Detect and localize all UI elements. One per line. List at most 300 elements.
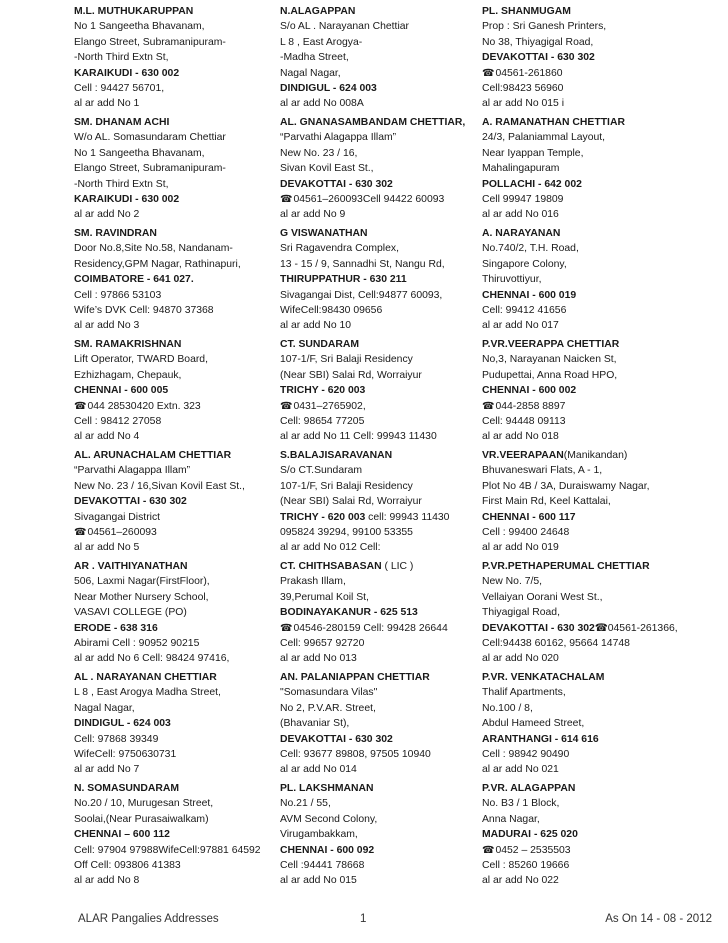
line-text: al ar add No 018 [482, 431, 559, 443]
line-text: Elango Street, Subramanipuram- [74, 163, 226, 175]
line-text: Cell: 99657 92720 [280, 637, 365, 649]
address-line [74, 383, 274, 398]
address-line [482, 605, 714, 620]
line-text: ERODE - 638 316 [74, 622, 158, 634]
address-line [482, 747, 714, 762]
line-text: Cell :94441 78668 [280, 859, 365, 871]
address-line [482, 685, 714, 700]
address-line [482, 383, 714, 398]
line-text: VR.VEERAPAAN [482, 450, 564, 461]
contact-name [482, 226, 714, 241]
line-text: Abdul Hameed Street, [482, 718, 585, 730]
contact-name [482, 448, 714, 463]
address-line [74, 19, 274, 34]
line-text: DEVAKOTTAI - 630 302 [74, 496, 187, 508]
line-text: Near Iyappan Temple, [482, 147, 584, 159]
line-text: First Main Rd, Keel Kattalai, [482, 496, 611, 508]
line-text: CHENNAI - 600 002 [482, 385, 577, 397]
address-line [74, 685, 274, 700]
phone-text: ☎ 04561-261860 [482, 68, 563, 79]
line-text: al ar add No 012 Cell: [280, 542, 381, 554]
line-text: "Somasundara Vilas" [280, 687, 378, 699]
contact-name [280, 448, 476, 463]
line-text: P.VR. VENKATACHALAM [482, 672, 605, 683]
line-text: (Bhavaniar St), [280, 718, 350, 730]
line-text: 24/3, Palaniammal Layout, [482, 132, 606, 144]
address-row [74, 448, 714, 559]
phone-text: ☎ 04561–260093 [74, 527, 157, 538]
line-text: DEVAKOTTAI - 630 302 [482, 622, 595, 634]
address-line [74, 303, 274, 318]
address-line [482, 399, 714, 414]
line-text: al ar add No 022 [482, 875, 559, 887]
address-line [482, 81, 714, 96]
line-text: N.ALAGAPPAN [280, 6, 356, 17]
line-text: THIRUPPATHUR - 630 211 [280, 274, 407, 286]
line-text: KARAIKUDI - 630 002 [74, 67, 180, 79]
line-text: Cell : 98412 27058 [74, 415, 162, 427]
line-text: BODINAYAKANUR - 625 513 [280, 607, 418, 619]
line-text: SM. DHANAM ACHI [74, 117, 170, 128]
address-line [280, 843, 476, 858]
line-text: VASAVI COLLEGE (PO) [74, 607, 187, 619]
address-line [482, 19, 714, 34]
line-text: Bhuvaneswari Flats, A - 1, [482, 465, 603, 477]
address-line [280, 525, 476, 540]
line-text: ARANTHANGI - 614 616 [482, 733, 599, 745]
address-line [74, 368, 274, 383]
line-text: al ar add No 016 [482, 209, 559, 221]
address-line [280, 701, 476, 716]
address-line [280, 463, 476, 478]
line-text: Ezhizhagam, Chepauk, [74, 369, 182, 381]
line-text: DINDIGUL - 624 003 [280, 82, 377, 94]
address-line [280, 540, 476, 555]
address-card [482, 337, 714, 445]
line-text: Off Cell: 093806 41383 [74, 859, 181, 871]
line-text: AN. PALANIAPPAN CHETTIAR [280, 672, 430, 683]
address-line [482, 241, 714, 256]
line-text: “Parvathi Alagappa Illam” [74, 465, 191, 477]
line-text: WifeCell:98430 09656 [280, 304, 383, 316]
address-line [482, 812, 714, 827]
address-line [482, 858, 714, 873]
line-text: No 2, P.V.AR. Street, [280, 702, 376, 714]
line-text: Residency,GPM Nagar, Rathinapuri, [74, 258, 241, 270]
line-text: No,3, Narayanan Naicken St, [482, 354, 617, 366]
address-line [482, 796, 714, 811]
line-text: al ar add No 1 [74, 98, 140, 110]
line-text: al ar add No 9 [280, 209, 346, 221]
address-line [74, 146, 274, 161]
line-text: L 8 , East Arogya Madha Street, [74, 687, 221, 699]
line-text: -Madha Street, [280, 52, 349, 64]
address-card [280, 559, 476, 667]
contact-name [482, 4, 714, 19]
address-line [280, 590, 476, 605]
address-card [74, 781, 274, 889]
address-line [280, 414, 476, 429]
address-line [74, 621, 274, 636]
address-card [74, 226, 274, 334]
address-line [482, 368, 714, 383]
line-text: Cell 99947 19809 [482, 193, 564, 205]
address-line [482, 50, 714, 65]
address-line [280, 318, 476, 333]
address-grid [74, 4, 714, 892]
address-line [482, 525, 714, 540]
line-text: Pudupettai, Anna Road HPO, [482, 369, 618, 381]
line-text: Nagal Nagar, [280, 67, 341, 79]
address-line [482, 414, 714, 429]
line-text: Singapore Colony, [482, 258, 567, 270]
address-card [280, 4, 476, 112]
address-line [280, 288, 476, 303]
line-text: AL. ARUNACHALAM CHETTIAR [74, 450, 232, 461]
address-line [280, 207, 476, 222]
line-text: New No. 23 / 16, [280, 147, 358, 159]
line-text: al ar add No 013 [280, 653, 357, 665]
address-row [74, 670, 714, 781]
line-text: al ar add No 10 [280, 320, 352, 332]
address-line [74, 747, 274, 762]
contact-name [280, 670, 476, 685]
line-text: DINDIGUL - 624 003 [74, 718, 171, 730]
address-card [482, 559, 714, 667]
line-text: PL. LAKSHMANAN [280, 783, 374, 794]
address-card [74, 4, 274, 112]
address-card [74, 448, 274, 556]
line-text: AVM Second Colony, [280, 813, 378, 825]
line-text: Abirami Cell : 90952 90215 [74, 637, 200, 649]
address-line [280, 651, 476, 666]
line-text: G VISWANATHAN [280, 228, 368, 239]
line-text: Cell:98423 56960 [482, 82, 564, 94]
line-text: Cell: 98654 77205 [280, 415, 365, 427]
address-line [74, 590, 274, 605]
line-text: COIMBATORE - 641 027. [74, 274, 194, 286]
line-suffix: (Manikandan) [563, 450, 628, 461]
address-line [280, 303, 476, 318]
line-text: CHENNAI - 600 117 [482, 511, 576, 523]
line-text: New No. 23 / 16,Sivan Kovil East St., [74, 480, 245, 492]
line-text: 107-1/F, Sri Balaji Residency [280, 480, 413, 492]
line-text: Cell : 98942 90490 [482, 748, 570, 760]
address-line [482, 318, 714, 333]
phone-text: ☎ 04546-280159 Cell: 99428 26644 [280, 623, 448, 634]
address-line [280, 272, 476, 287]
address-line [280, 858, 476, 873]
line-text: Mahalingapuram [482, 163, 560, 175]
address-line [74, 796, 274, 811]
line-text: L 8 , East Arogya- [280, 36, 363, 48]
address-card [280, 337, 476, 445]
address-line [280, 796, 476, 811]
line-text: A. RAMANATHAN CHETTIAR [482, 117, 625, 128]
line-text: Nagal Nagar, [74, 702, 135, 714]
address-card [482, 670, 714, 778]
address-line [482, 621, 714, 636]
address-line [280, 161, 476, 176]
contact-name [74, 226, 274, 241]
address-line [74, 352, 274, 367]
line-text: POLLACHI - 642 002 [482, 178, 582, 190]
address-line [482, 146, 714, 161]
line-text: N. SOMASUNDARAM [74, 783, 180, 794]
line-text: Cell : 97866 53103 [74, 289, 162, 301]
address-line [74, 732, 274, 747]
address-card [280, 670, 476, 778]
contact-name [280, 4, 476, 19]
line-text: al ar add No 8 [74, 875, 140, 887]
phone-text: ☎ 044-2858 8897 [482, 401, 565, 412]
address-line [280, 35, 476, 50]
address-line [482, 701, 714, 716]
address-line [74, 716, 274, 731]
address-line [74, 605, 274, 620]
page-number: 1 [360, 913, 367, 925]
address-line [74, 81, 274, 96]
address-line [74, 130, 274, 145]
address-line [280, 177, 476, 192]
address-line [482, 510, 714, 525]
line-text: Soolai,(Near Purasaiwalkam) [74, 813, 209, 825]
address-line [482, 827, 714, 842]
address-line [280, 494, 476, 509]
address-line [482, 177, 714, 192]
address-card [280, 781, 476, 889]
line-text: Cell: 97868 39349 [74, 733, 159, 745]
line-text: al ar add No 008A [280, 98, 364, 110]
line-text: 13 - 15 / 9, Sannadhi St, Nangu Rd, [280, 258, 445, 270]
line-text: SM. RAVINDRAN [74, 228, 157, 239]
contact-name [74, 4, 274, 19]
address-line [280, 510, 476, 525]
address-line [280, 368, 476, 383]
line-text: al ar add No 6 Cell: 98424 97416, [74, 653, 230, 665]
address-line [280, 812, 476, 827]
address-card [482, 226, 714, 334]
line-suffix: ( LIC ) [381, 561, 414, 572]
address-line [482, 192, 714, 207]
line-text: CHENNAI - 600 005 [74, 385, 169, 397]
line-text: al ar add No 3 [74, 320, 140, 332]
address-row [74, 337, 714, 448]
line-text: Thalif Apartments, [482, 687, 566, 699]
address-line [482, 352, 714, 367]
line-text: al ar add No 7 [74, 764, 140, 776]
line-text: (Near SBI) Salai Rd, Worraiyur [280, 496, 422, 508]
address-line [74, 177, 274, 192]
address-line [280, 621, 476, 636]
line-text: al ar add No 2 [74, 209, 140, 221]
line-text: Plot No 4B / 3A, Duraiswamy Nagar, [482, 480, 650, 492]
address-line [482, 96, 714, 111]
line-text: Cell: 97904 97988WifeCell:97881 64592 [74, 844, 261, 856]
line-text: al ar add No 017 [482, 320, 559, 332]
address-line [280, 429, 476, 444]
address-line [280, 66, 476, 81]
contact-name [280, 226, 476, 241]
address-card [280, 448, 476, 556]
address-row [74, 115, 714, 226]
contact-name [280, 115, 476, 130]
line-text: Virugambakkam, [280, 829, 358, 841]
address-line [74, 701, 274, 716]
line-text: al ar add No 019 [482, 542, 559, 554]
line-text: Sri Ragavendra Complex, [280, 243, 399, 255]
line-text: No.740/2, T.H. Road, [482, 243, 579, 255]
line-text: -North Third Extn St, [74, 52, 169, 64]
phone-text: ☎ 044 28530420 Extn. 323 [74, 401, 201, 412]
address-line [280, 762, 476, 777]
line-text: CHENNAI – 600 112 [74, 829, 170, 841]
address-line [74, 843, 274, 858]
address-line [482, 716, 714, 731]
address-line [482, 732, 714, 747]
line-text: “Parvathi Alagappa Illam” [280, 132, 397, 144]
address-line [280, 241, 476, 256]
address-line [74, 50, 274, 65]
line-text: Near Mother Nursery School, [74, 591, 209, 603]
line-text: S.BALAJISARAVANAN [280, 450, 393, 461]
address-line [482, 636, 714, 651]
line-text: al ar add No 014 [280, 764, 357, 776]
address-line [280, 192, 476, 207]
address-line [280, 50, 476, 65]
line-text: al ar add No 015 i [482, 98, 565, 110]
line-text: A. NARAYANAN [482, 228, 561, 239]
phone-text: ☎ 0452 – 2535503 [482, 845, 571, 856]
address-line [280, 732, 476, 747]
contact-name [280, 559, 476, 574]
line-text: P.VR. ALAGAPPAN [482, 783, 576, 794]
address-line [74, 414, 274, 429]
contact-name [74, 337, 274, 352]
address-line [280, 574, 476, 589]
address-line [74, 35, 274, 50]
line-text: No 38, Thiyagigal Road, [482, 36, 594, 48]
line-text: al ar add No 4 [74, 431, 140, 443]
phone-text: ☎ 04561–260093Cell 94422 60093 [280, 194, 444, 205]
address-card [74, 337, 274, 445]
line-text: Door No.8,Site No.58, Nandanam- [74, 243, 233, 255]
contact-name [482, 337, 714, 352]
address-line [280, 19, 476, 34]
contact-name [482, 781, 714, 796]
line-text: No 1 Sangeetha Bhavanam, [74, 147, 205, 159]
line-text: CT. CHITHSABASAN [280, 561, 382, 572]
contact-name [482, 115, 714, 130]
line-text: P.VR.VEERAPPA CHETTIAR [482, 339, 620, 350]
line-text: WifeCell: 9750630731 [74, 748, 177, 760]
line-text: Thiruvottiyur, [482, 274, 542, 286]
line-text: Cell: 93677 89808, 97505 10940 [280, 748, 431, 760]
address-card [74, 559, 274, 667]
line-text: TRICHY - 620 003 [280, 511, 366, 523]
line-text: 107-1/F, Sri Balaji Residency [280, 354, 413, 366]
address-line [482, 651, 714, 666]
address-line [280, 146, 476, 161]
line-text: Cell : 99400 24648 [482, 526, 570, 538]
address-row [74, 226, 714, 337]
line-text: 39,Perumal Koil St, [280, 591, 369, 603]
line-text: SM. RAMAKRISHNAN [74, 339, 182, 350]
address-line [482, 272, 714, 287]
address-line [482, 429, 714, 444]
footer-date: As On 14 - 08 - 2012 [605, 913, 712, 925]
address-line [74, 651, 274, 666]
address-row [74, 781, 714, 892]
address-line [74, 272, 274, 287]
address-line [74, 192, 274, 207]
contact-name [482, 559, 714, 574]
address-line [74, 429, 274, 444]
line-text: No.21 / 55, [280, 798, 331, 810]
contact-name [280, 781, 476, 796]
address-line [74, 318, 274, 333]
address-line [482, 574, 714, 589]
line-text: Prakash Illam, [280, 576, 346, 588]
address-line [74, 812, 274, 827]
line-text: AL. GNANASAMBANDAM CHETTIAR, [280, 117, 466, 128]
address-line [482, 35, 714, 50]
line-text: CHENNAI - 600 092 [280, 844, 375, 856]
line-text: MADURAI - 625 020 [482, 829, 578, 841]
address-line [74, 257, 274, 272]
line-text: No. B3 / 1 Block, [482, 798, 560, 810]
address-line [482, 479, 714, 494]
line-text: Cell:94438 60162, 95664 14748 [482, 637, 630, 649]
line-text: Sivagangai Dist, Cell:94877 60093, [280, 289, 443, 301]
address-line [482, 494, 714, 509]
address-line [74, 399, 274, 414]
address-line [74, 66, 274, 81]
line-suffix: cell: 99943 11430 [365, 511, 450, 523]
address-line [280, 747, 476, 762]
line-suffix: ☎04561-261366, [594, 622, 678, 634]
address-row [74, 559, 714, 670]
contact-name [74, 559, 274, 574]
line-text: al ar add No 11 Cell: 99943 11430 [280, 431, 437, 443]
address-line [482, 590, 714, 605]
address-line [482, 762, 714, 777]
line-text: Cell : 85260 19666 [482, 859, 570, 871]
address-card [482, 781, 714, 889]
line-text: DEVAKOTTAI - 630 302 [280, 733, 393, 745]
address-line [74, 161, 274, 176]
line-text: 506, Laxmi Nagar(FirstFloor), [74, 576, 210, 588]
contact-name [482, 670, 714, 685]
address-line [74, 463, 274, 478]
contact-name [74, 115, 274, 130]
address-line [280, 383, 476, 398]
line-text: AR . VAITHIYANATHAN [74, 561, 188, 572]
address-line [74, 494, 274, 509]
line-text: al ar add No 020 [482, 653, 559, 665]
address-line [74, 858, 274, 873]
address-card [280, 226, 476, 334]
address-line [280, 827, 476, 842]
line-text: TRICHY - 620 003 [280, 385, 366, 397]
address-line [74, 873, 274, 888]
address-line [74, 827, 274, 842]
address-line [482, 130, 714, 145]
line-text: S/o AL . Narayanan Chettiar [280, 21, 409, 33]
address-line [74, 96, 274, 111]
address-line [74, 540, 274, 555]
address-card [482, 4, 714, 112]
